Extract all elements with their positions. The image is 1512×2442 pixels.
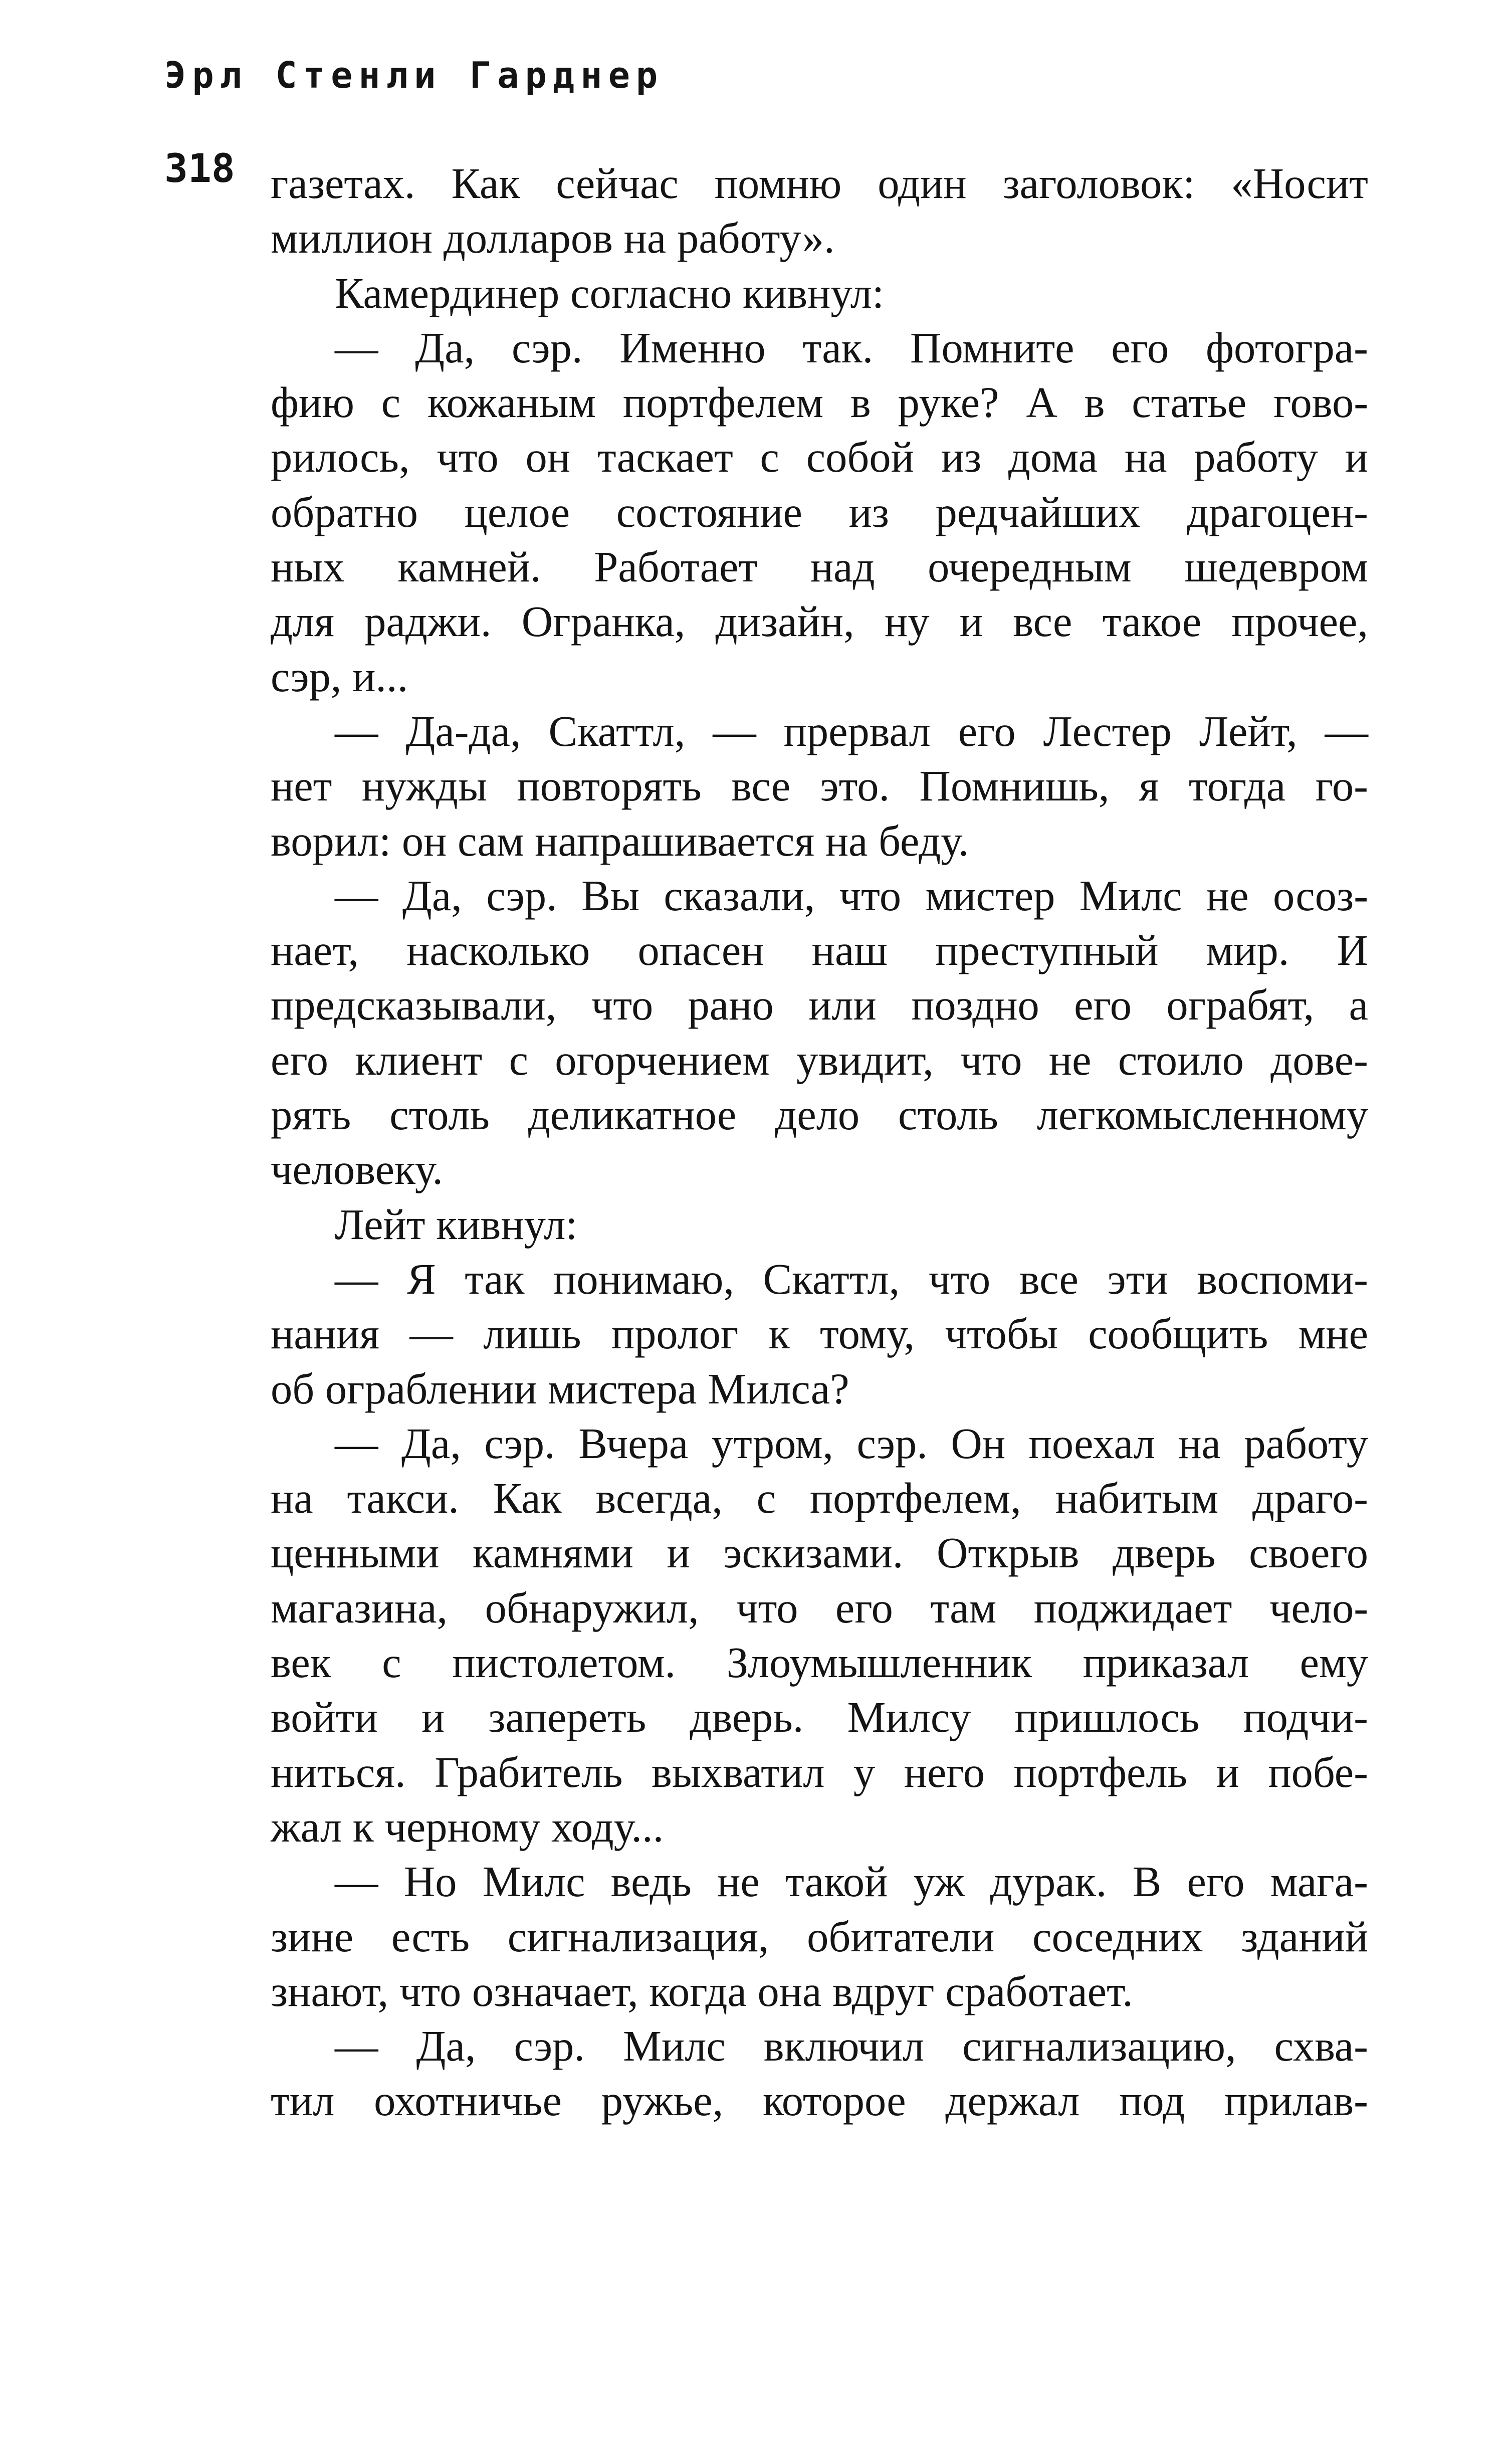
text-line: рять столь деликатное дело столь легкомысленному [271, 1091, 1368, 1139]
page-number: 318 [164, 146, 235, 191]
text-line: жал к черному ходу... [271, 1802, 664, 1851]
text-line: тил охотничье ружье, которое держал под прилав- [271, 2077, 1368, 2125]
text-line: войти и запереть дверь. Милсу пришлось подчи- [271, 1693, 1368, 1742]
text-line: — Да, сэр. Милс включил сигнализацию, схва- [335, 2022, 1368, 2071]
text-line: Лейт кивнул: [335, 1200, 578, 1249]
text-line: ворил: он сам напрашивается на беду. [271, 817, 969, 865]
text-line: предсказывали, что рано или поздно его ограбят, а [271, 981, 1368, 1030]
text-line: — Да-да, Скаттл, — прервал его Лестер Лейт, — [335, 707, 1368, 755]
text-line: — Да, сэр. Вчера утром, сэр. Он поехал на работу [335, 1419, 1368, 1468]
text-line: ценными камнями и эскизами. Открыв дверь своего [271, 1529, 1368, 1577]
text-line: зине есть сигнализация, обитатели соседних зданий [271, 1912, 1368, 1961]
text-line: магазина, обнаружил, что его там поджидает чело- [271, 1583, 1368, 1632]
text-line: ниться. Грабитель выхватил у него портфель и побе- [271, 1748, 1368, 1796]
text-line: — Но Милс ведь не такой уж дурак. В его мага- [335, 1858, 1368, 1906]
text-line: век с пистолетом. Злоумышленник приказал ему [271, 1639, 1368, 1687]
text-line: для раджи. Огранка, дизайн, ну и все такое прочее, [271, 597, 1368, 646]
text-line: об ограблении мистера Милса? [271, 1364, 849, 1413]
text-line: рилось, что он таскает с собой из дома на работу и [271, 433, 1368, 482]
text-line: обратно целое состояние из редчайших драгоцен- [271, 488, 1368, 536]
text-line: — Да, сэр. Вы сказали, что мистер Милс не осоз- [335, 871, 1368, 920]
text-line: фию с кожаным портфелем в руке? А в статье гово- [271, 378, 1368, 427]
body-text [271, 156, 1368, 2129]
text-line: ных камней. Работает над очередным шедевром [271, 543, 1368, 591]
text-line: Камердинер согласно кивнул: [335, 269, 884, 317]
text-line: газетах. Как сейчас помню один заголовок: «Носит [271, 159, 1368, 208]
running-head: Эрл Стенли Гарднер [164, 54, 664, 96]
text-line: его клиент с огорчением увидит, что не стоило дове- [271, 1036, 1368, 1084]
text-line: знают, что означает, когда она вдруг сработает. [271, 1967, 1133, 2015]
text-line: на такси. Как всегда, с портфелем, набитым драго- [271, 1474, 1368, 1523]
text-line: — Я так понимаю, Скаттл, что все эти воспоми- [335, 1255, 1368, 1303]
text-line: нания — лишь пролог к тому, чтобы сообщить мне [271, 1310, 1368, 1358]
text-line: нает, насколько опасен наш преступный мир. И [271, 926, 1368, 975]
text-line: сэр, и... [271, 652, 408, 701]
text-line: — Да, сэр. Именно так. Помните его фотогра- [335, 323, 1368, 372]
text-line: нет нужды повторять все это. Помнишь, я тогда го- [271, 762, 1368, 810]
text-line: миллион долларов на работу». [271, 214, 835, 263]
text-line: человеку. [271, 1145, 444, 1194]
